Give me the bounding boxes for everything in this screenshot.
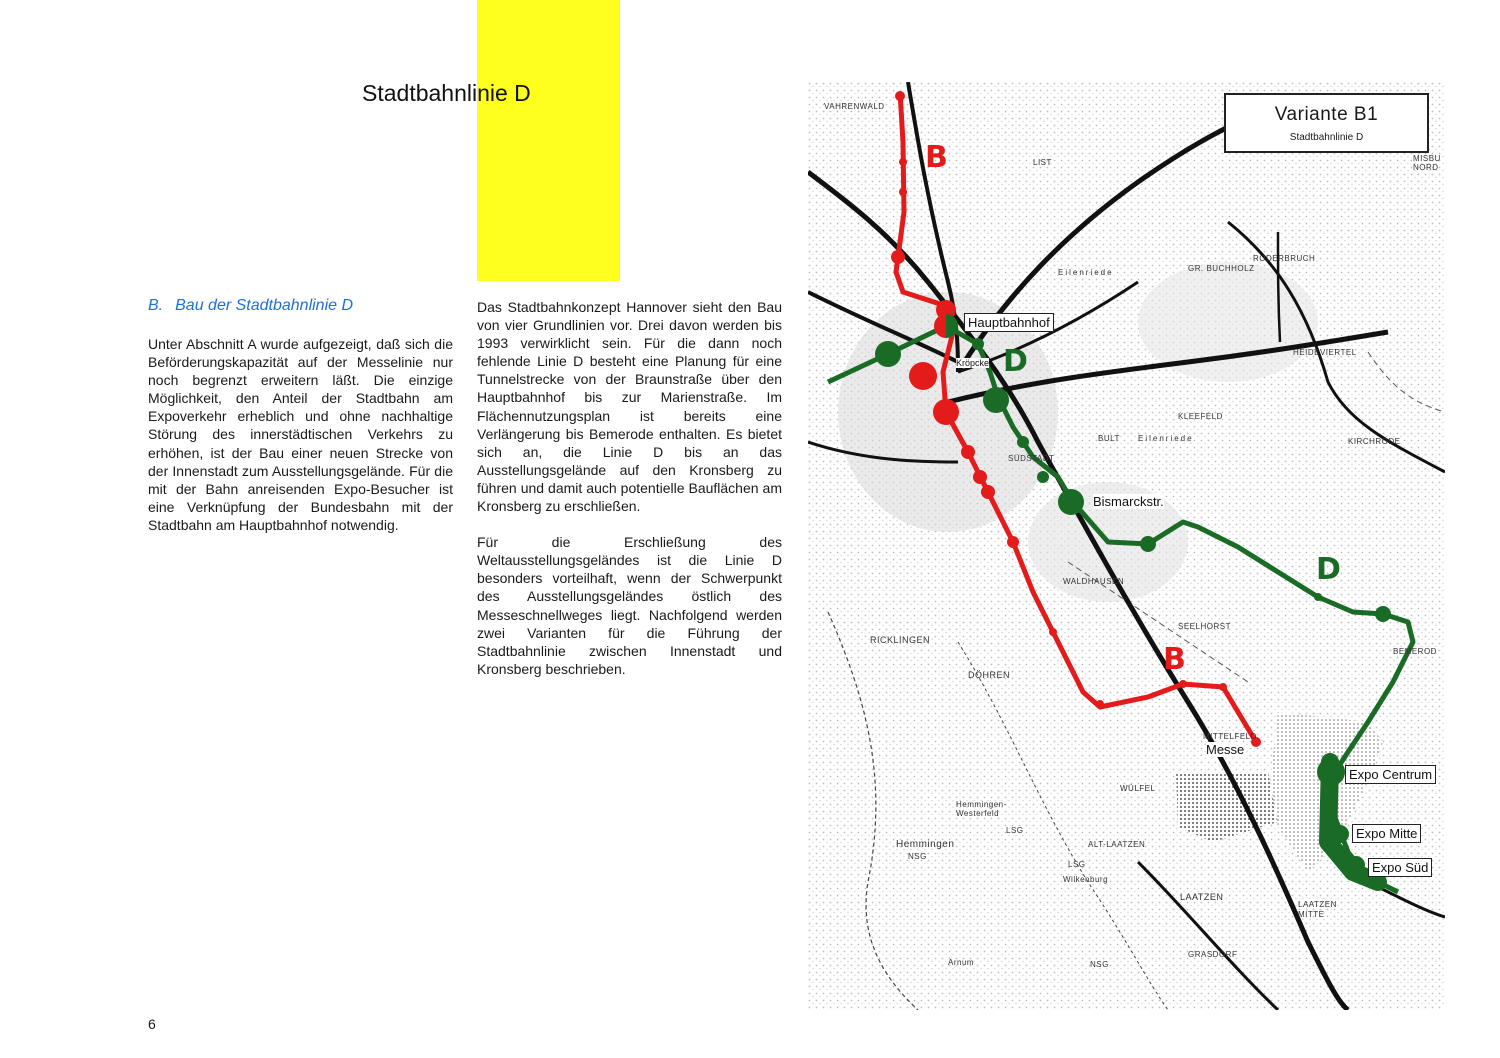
page-number: 6 [148,1016,156,1032]
line-b-station-marker [1007,536,1019,548]
line-b-station-marker [891,250,905,264]
district-label: LAATZEN MITTE [1298,900,1337,919]
section-heading-text: Bau der Stadtbahnlinie D [175,297,354,314]
section-heading [148,297,353,315]
district-label: GR. BUCHHOLZ [1188,264,1255,273]
line-d-station-marker [983,387,1009,413]
district-label: MITTELFELD [1203,732,1257,741]
route-map [808,82,1445,1010]
district-label: Hemmingen [896,839,955,850]
line-b-label: B [1163,642,1186,677]
station-label-kroepcke: Kröpcke [956,358,990,368]
line-d-station-marker [1375,606,1391,622]
paragraph: Das Stadtbahnkonzept Hannover sieht den Bau von vier Grundlinien vor. Drei davon werden bis 1993 verwirklicht sein. Für die dann noch fehlende Linie D besteht eine Planung für eine Tunnelstrecke von der Braunstraße über den Hauptbahnhof bis zur Marienstraße. Im Flächennutzungsplan ist bereits eine Verlängerung bis Bemerode enthalten. Es bietet sich an, die Linie D bis an das Ausstellungsgelände auf den Kronsberg zu führen und damit auch potentielle Bauflächen am Kronsberg zu erschließen. [477,299,782,515]
district-label: Wilkenburg [1063,875,1109,884]
district-label: SÜDSTADT [1008,454,1055,463]
line-b-station-marker [1219,683,1227,691]
station-label-expo-sued: Expo Süd [1368,858,1432,877]
line-b-station-marker [973,470,987,484]
district-label: KIRCHRODE [1348,437,1401,446]
yellow-accent-block [477,0,620,281]
line-d-station-marker [972,338,984,350]
station-label-bismarckstr: Bismarckstr. [1093,494,1164,509]
line-d-station-marker [1140,536,1156,552]
line-d-station-marker [1017,436,1029,448]
line-b-station-marker [1179,680,1187,688]
district-label: MISBU NORD [1413,154,1441,172]
text-column-right [477,298,782,696]
section-number: B. [148,297,164,314]
district-label: RODERBRUCH [1253,254,1316,263]
line-d-station-marker [875,341,901,367]
district-label: ALT-LAATZEN [1088,840,1146,849]
district-label: LAATZEN [1180,892,1224,902]
district-label: BEMEROD [1393,647,1437,656]
district-label: DÖHREN [968,670,1011,680]
expo-centrum-station-marker [1317,758,1345,786]
line-d-station-marker [1037,471,1049,483]
text-column-left [148,335,453,552]
district-label: Arnum [948,958,975,967]
district-label: LSG [1006,826,1024,835]
line-b-station-marker [899,158,907,166]
legend-title: Variante B1 [1274,104,1379,125]
station-label-expo-centrum: Expo Centrum [1345,765,1436,784]
paragraph: Für die Erschließung des Weltausstellungsgeländes ist die Linie D besonders vorteilhaft, wenn der Schwerpunkt des Ausstellungsgeländes östlich des Messeschnellweges liegt. Nachfolgend werden zwei Varianten für die Führung der Stadtbahnlinie zwischen Innenstadt und Kronsberg beschrieben. [477,534,782,677]
line-b-station-marker [1049,628,1057,636]
district-label: WALDHAUSEN [1063,577,1125,586]
line-b-label: B [925,140,948,175]
expo-sued-station-marker [1347,856,1365,874]
expo-mitte-station-marker [1331,825,1349,843]
district-label: BULT [1098,434,1120,443]
line-d-label: D [1316,552,1341,587]
kroepcke-station-marker [909,362,937,390]
district-label: VAHRENWALD [824,102,885,111]
bismarckstr-station-marker [1058,489,1084,515]
district-label: Eilenriede [1138,434,1194,443]
station-label-expo-mitte: Expo Mitte [1352,824,1421,843]
station-label-hauptbahnhof: Hauptbahnhof [964,313,1054,332]
district-label: SEELHORST [1178,622,1231,631]
line-b-station-marker [981,485,995,499]
district-label: HEIDEVIERTEL [1293,348,1357,357]
line-d-station-marker [1314,593,1322,601]
line-b-station-marker [899,188,907,196]
line-b-station-marker [1096,700,1104,708]
district-label: GRASDORF [1188,950,1238,959]
district-label: LIST [1033,158,1052,167]
legend-subtitle: Stadtbahnlinie D [1289,132,1364,143]
district-label: RICKLINGEN [870,635,931,645]
district-label: WÜLFEL [1120,784,1156,793]
district-label: Eilenriede [1058,268,1114,277]
line-d-label: D [1003,344,1028,379]
district-label: LSG [1068,860,1086,869]
page-title: Stadtbahnlinie D [362,80,531,106]
line-b-station-marker [933,399,959,425]
map-canvas [808,82,1445,1010]
district-label: Hemmingen-Westerfeld [956,800,1007,818]
station-label-messe: Messe [1206,742,1245,757]
district-label: NSG [1090,960,1109,969]
line-b-station-marker [961,445,975,459]
map-legend [1224,93,1429,153]
district-label: NSG [908,852,927,861]
line-b-station-marker [895,91,905,101]
paragraph: Unter Abschnitt A wurde aufgezeigt, daß sich die Beförderungskapazität auf der Messelinie nur noch begrenzt erweitern läßt. Die einzige Möglichkeit, den Anteil der Stadtbahn am Expoverkehr erheblich und ohne nachhaltige Störung des innerstädtischen Verkehrs zu erhöhen, ist der Bau einer neuen Strecke von der Innenstadt zum Ausstellungsgelände. Für die mit der Bahn anreisenden Expo-Besucher ist eine Verknüpfung der Bundesbahn mit der Stadtbahn am Hauptbahnhof notwendig. [148,336,453,533]
district-label: KLEEFELD [1178,412,1223,421]
